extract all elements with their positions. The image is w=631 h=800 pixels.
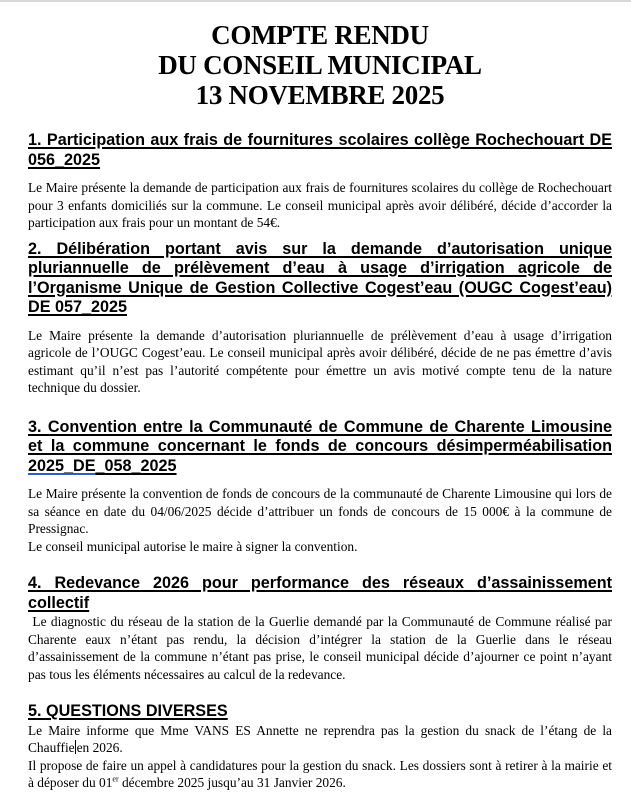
section-5-p2-text: Il propose de faire un appel à candidatures pour la gestion du snack. Les dossiers sont à retirer à la mairie et à déposer du 01 — [28, 757, 612, 790]
text-cursor — [75, 740, 76, 754]
section-3 — [28, 418, 612, 556]
section-4-paragraph: Le diagnostic du réseau de la station de la Guerlie demandé par la Communauté de Commune réalisé par Charente eaux n’étant pas rendu, la décision d’intégrer la station de la Guerlie dans le réseau d’assainissement de la commune n’étant pas prise, le conseil municipal décide d’ajourner ce point n’ayant pas tous les éléments nécessaires au calcul de la redevance. — [28, 614, 616, 682]
section-5-paragraph-1 — [28, 722, 612, 757]
section-2 — [28, 240, 612, 397]
section-1-heading: 1. Participation aux frais de fournitures scolaires collège Rochechouart DE 056_2025 — [28, 131, 612, 169]
section-1-paragraph: Le Maire présente la demande de participation aux frais de fournitures scolaires du collège de Rochechouart pour 3 enfants domiciliés sur la commune. Le conseil municipal après avoir délibéré, décide d’accorder la participation aux frais pour un montant de 54€. — [28, 180, 612, 230]
spellcheck-flagged-text[interactable]: 2025_DE — [28, 456, 96, 475]
section-3-heading-text: 3. Convention entre la Communauté de Commune de Charente Limousine et la commune concernant le fonds de concours désimperméabilisation — [28, 417, 612, 455]
section-2-paragraph: Le Maire présente la demande d’autorisation pluriannuelle de prélèvement d’eau à usage d’irrigation agricole de l’OUGC Cogest’eau. Le conseil municipal après avoir délibéré, décide de ne pas émettre d’avis estimant qu’il n’est pas l’autorité compétente pour émettre un avis motivé compte tenu de la nature technique du dossier. — [28, 327, 612, 395]
section-3-paragraph-1: Le Maire présente la convention de fonds de concours de la communauté de Charente Limousine qui lors de sa séance en date du 04/06/2025 décide d’attribuer un fonds de concours de 15 000€ à la commune de Pressignac. — [28, 486, 612, 536]
section-3-heading — [28, 418, 612, 477]
section-3-heading-suffix: _058_2025 — [95, 456, 177, 475]
section-2-heading: 2. Délibération portant avis sur la demande d’autorisation unique pluriannuelle de prélèvement d’eau à usage d’irrigation agricole de l’Organisme Unique de Gestion Collective Cogest’eau (OUGC Cogest’eau) DE 057_2025 — [28, 239, 612, 316]
section-1 — [28, 131, 612, 232]
section-5-p1-text-end: en 2026. — [76, 740, 123, 755]
title-line-1: COMPTE RENDU — [211, 20, 429, 50]
document-title — [28, 20, 612, 110]
section-5-p2-text-end: décembre 2025 jusqu’au 31 Janvier 2026. — [118, 775, 346, 790]
section-4-heading: 4. Redevance 2026 pour performance des réseaux d’assainissement collectif — [28, 574, 612, 612]
section-4 — [28, 574, 616, 683]
ordinal-superscript: er — [112, 774, 119, 784]
section-5-paragraph-2 — [28, 757, 612, 792]
section-5-heading: 5. QUESTIONS DIVERSES — [28, 702, 228, 720]
section-5-p1-text: Le Maire informe que Mme VANS ES Annette ne reprendra pas la gestion du snack de l’étang de la Chauffie — [28, 722, 612, 755]
title-line-2: DU CONSEIL MUNICIPAL — [158, 50, 482, 80]
section-3-paragraph-2: Le conseil municipal autorise le maire à signer la convention. — [28, 538, 358, 554]
document-page[interactable] — [28, 0, 616, 792]
section-5 — [28, 702, 612, 792]
title-line-3: 13 NOVEMBRE 2025 — [195, 80, 445, 110]
